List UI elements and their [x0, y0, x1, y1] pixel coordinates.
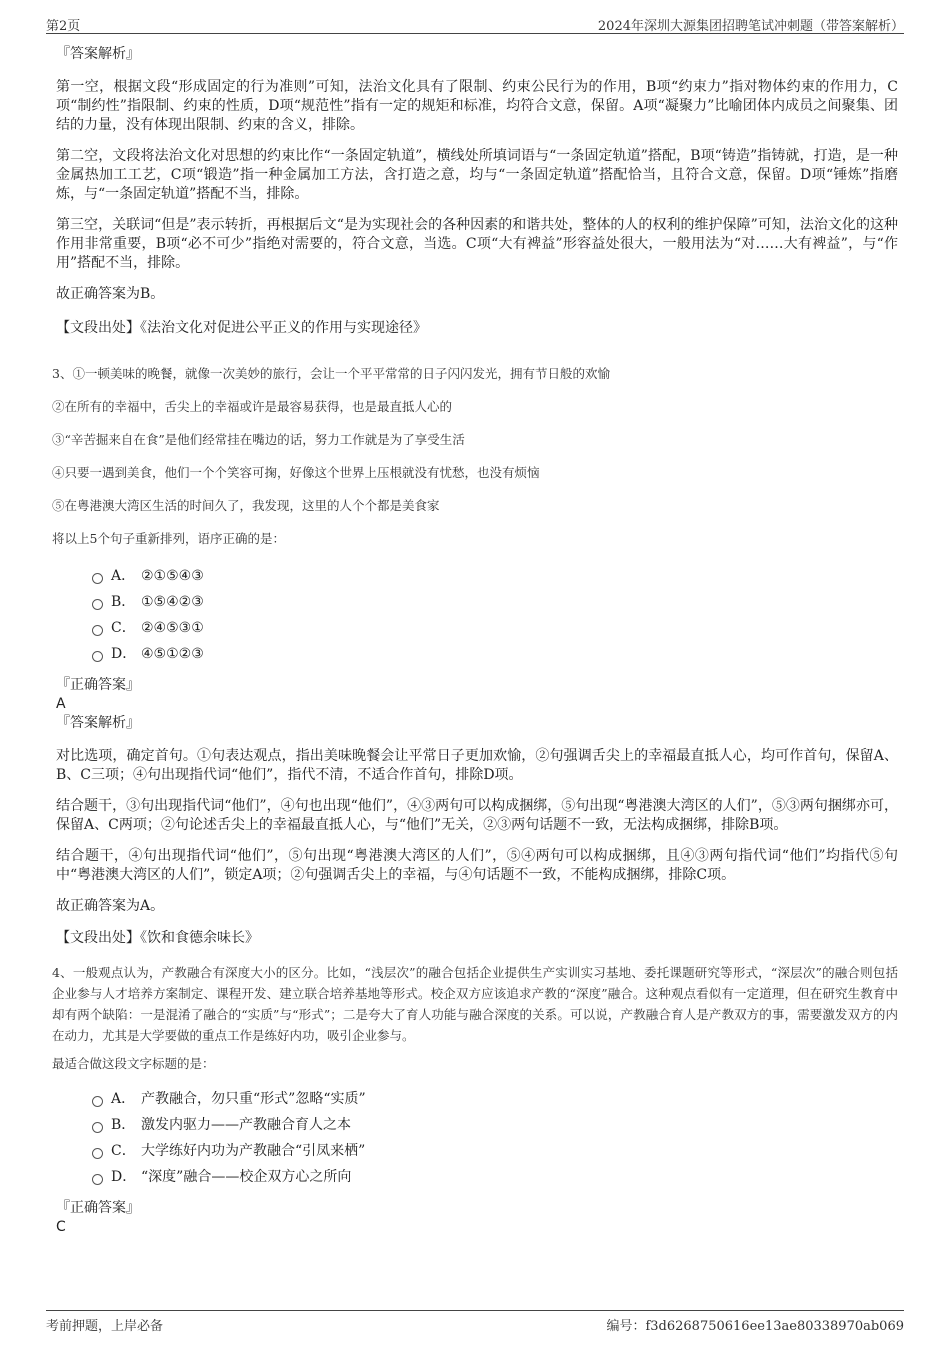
q4-option-b[interactable]: [92, 1112, 898, 1138]
document-body: [52, 44, 898, 1236]
q3-sentence-4: ④只要一遇到美食，他们一个个笑容可掬，好像这个世界上压根就没有忧愁，也没有烦恼: [52, 465, 540, 480]
q2-analysis-label: 『答案解析』: [56, 46, 140, 62]
radio-icon[interactable]: [92, 1174, 103, 1185]
q3-answer: A: [56, 696, 66, 712]
q4-answer: C: [56, 1219, 66, 1235]
option-text: ①⑤④②③: [141, 594, 204, 610]
q3-option-b[interactable]: [92, 589, 898, 615]
q4-option-a[interactable]: [92, 1086, 898, 1112]
q2-analysis-paragraph-1: 第一空，根据文段“形成固定的行为准则”可知，法治文化具有了限制、约束公民行为的作用，B项“约束力”指对物体约束的作用力，C项“制约性”指限制、约束的性质，D项“规范性”指有一定的规矩和标准，均符合文意，保留。A项“凝聚力”比喻团体内成员之间聚集、团结的力量，没有体现出限制、约束的含义，排除。: [56, 79, 898, 133]
footer-slogan: 考前押题，上岸必备: [46, 1319, 164, 1334]
q2-analysis-paragraph-3: 第三空，关联词“但是”表示转折，再根据后文“是为实现社会的各种因素的和谐共处，整体的人的权利的维护保障”可知，法治文化的这种作用非常重要，B项“必不可少”指绝对需要的，符合文意，当选。C项“大有裨益”形容益处很大，一般用法为“对……大有裨益”，与“作用”搭配不当，排除。: [56, 217, 898, 271]
q3-analysis-paragraph-2: 结合题干，③句出现指代词“他们”，④句也出现“他们”，④③两句可以构成捆绑，⑤句出现“粤港澳大湾区的人们”，⑤③两句捆绑亦可，保留A、C两项；②句论述舌尖上的幸福最直抵人心，与“他们”无关，②③两句话题不一致，无法构成捆绑，排除B项。: [56, 798, 898, 833]
question-4: [52, 962, 898, 1190]
radio-icon[interactable]: [92, 625, 103, 636]
q3-sentence-2: ②在所有的幸福中，舌尖上的幸福或许是最容易获得，也是最直抵人心的: [52, 399, 453, 414]
q3-conclusion: 故正确答案为A。: [56, 898, 165, 914]
q3-option-d[interactable]: [92, 641, 898, 667]
option-letter: A．: [111, 568, 136, 584]
option-letter: D．: [111, 646, 137, 662]
option-letter: C．: [111, 620, 136, 636]
q4-option-d[interactable]: [92, 1164, 898, 1190]
q4-option-c[interactable]: [92, 1138, 898, 1164]
q3-options: [92, 563, 898, 667]
option-text: ②①⑤④③: [141, 568, 204, 584]
radio-icon[interactable]: [92, 651, 103, 662]
q3-option-a[interactable]: [92, 563, 898, 589]
q3-option-c[interactable]: [92, 615, 898, 641]
option-text: ④⑤①②③: [141, 646, 204, 662]
option-text: 大学练好内功为产教融合“引凤来栖”: [141, 1143, 366, 1159]
q2-analysis-paragraph-2: 第二空，文段将法治文化对思想的约束比作“一条固定轨道”，横线处所填词语与“一条固定轨道”搭配，B项“铸造”指铸就，打造，是一种金属热加工工艺，C项“锻造”指一种金属加工方法，含打造之意，均与“一条固定轨道”搭配恰当，且符合文意，保留。D项“锤炼”指磨炼，与“一条固定轨道”搭配不当，排除。: [56, 148, 898, 202]
option-text: 激发内驱力——产教融合育人之本: [141, 1117, 351, 1133]
q3-sentence-3: ③“辛苦掘来自在食”是他们经常挂在嘴边的话，努力工作就是为了享受生活: [52, 432, 465, 447]
option-letter: D．: [111, 1169, 137, 1185]
option-text: 产教融合，勿只重“形式”忽略“实质”: [141, 1091, 366, 1107]
option-letter: C．: [111, 1143, 136, 1159]
q2-conclusion: 故正确答案为B。: [56, 286, 165, 302]
radio-icon[interactable]: [92, 1122, 103, 1133]
option-letter: B．: [111, 1117, 136, 1133]
q3-answer-label: 『正确答案』: [56, 677, 140, 693]
q4-question: 最适合做这段文字标题的是：: [52, 1056, 215, 1071]
q4-options: [92, 1086, 898, 1190]
option-letter: B．: [111, 594, 136, 610]
q3-stem: 3、①一顿美味的晚餐，就像一次美妙的旅行，会让一个平平常常的日子闪闪发光，拥有节日般的欢愉: [52, 366, 610, 381]
page-footer: [46, 1310, 904, 1333]
radio-icon[interactable]: [92, 599, 103, 610]
radio-icon[interactable]: [92, 1096, 103, 1107]
q3-analysis-paragraph-1: 对比选项，确定首句。①句表达观点，指出美味晚餐会让平常日子更加欢愉，②句强调舌尖上的幸福最直抵人心，均可作首句，保留A、B、C三项；④句出现指代词“他们”，指代不清，不适合作首句，排除D项。: [56, 748, 898, 783]
q3-question: 将以上5个句子重新排列，语序正确的是：: [52, 531, 285, 546]
page-header: [46, 13, 904, 34]
page-number: 第2页: [46, 19, 81, 34]
q3-analysis-paragraph-3: 结合题干，④句出现指代词“他们”，⑤句出现“粤港澳大湾区的人们”，⑤④两句可以构成捆绑，且④③两句指代词“他们”均指代⑤句中“粤港澳大湾区的人们”，锁定A项；②句强调舌尖上的幸福，与④句话题不一致，不能构成捆绑，排除C项。: [56, 848, 898, 883]
q4-stem: 4、一般观点认为，产教融合有深度大小的区分。比如，“浅层次”的融合包括企业提供生产实训实习基地、委托课题研究等形式，“深层次”的融合则包括企业参与人才培养方案制定、课程开发、建立联合培养基地等形式。校企双方应该追求产教的“深度”融合。这种观点看似有一定道理，但在研究生教育中却有两个缺陷：一是混淆了融合的“实质”与“形式”；二是夸大了育人功能与融合深度的关系。可以说，产教融合育人是产教双方的事，需要激发双方的内在动力，尤其是大学要做的重点工作是练好内功，吸引企业参与。: [52, 965, 898, 1043]
option-letter: A．: [111, 1091, 136, 1107]
radio-icon[interactable]: [92, 1148, 103, 1159]
radio-icon[interactable]: [92, 573, 103, 584]
q2-source: 【文段出处】《法治文化对促进公平正义的作用与实现途径》: [56, 320, 427, 336]
footer-serial: 编号：f3d6268750616ee13ae80338970ab069: [606, 1319, 904, 1334]
q4-answer-label: 『正确答案』: [56, 1200, 140, 1216]
option-text: ②④⑤③①: [141, 620, 204, 636]
option-text: “深度”融合——校企双方心之所向: [141, 1169, 352, 1185]
document-title: 2024年深圳大源集团招聘笔试冲刺题（带答案解析）: [597, 19, 904, 34]
question-3: [52, 364, 898, 667]
q3-analysis-label: 『答案解析』: [56, 715, 140, 731]
q3-sentence-5: ⑤在粤港澳大湾区生活的时间久了，我发现，这里的人个个都是美食家: [52, 498, 440, 513]
q3-source: 【文段出处】《饮和食德余味长》: [56, 930, 259, 946]
